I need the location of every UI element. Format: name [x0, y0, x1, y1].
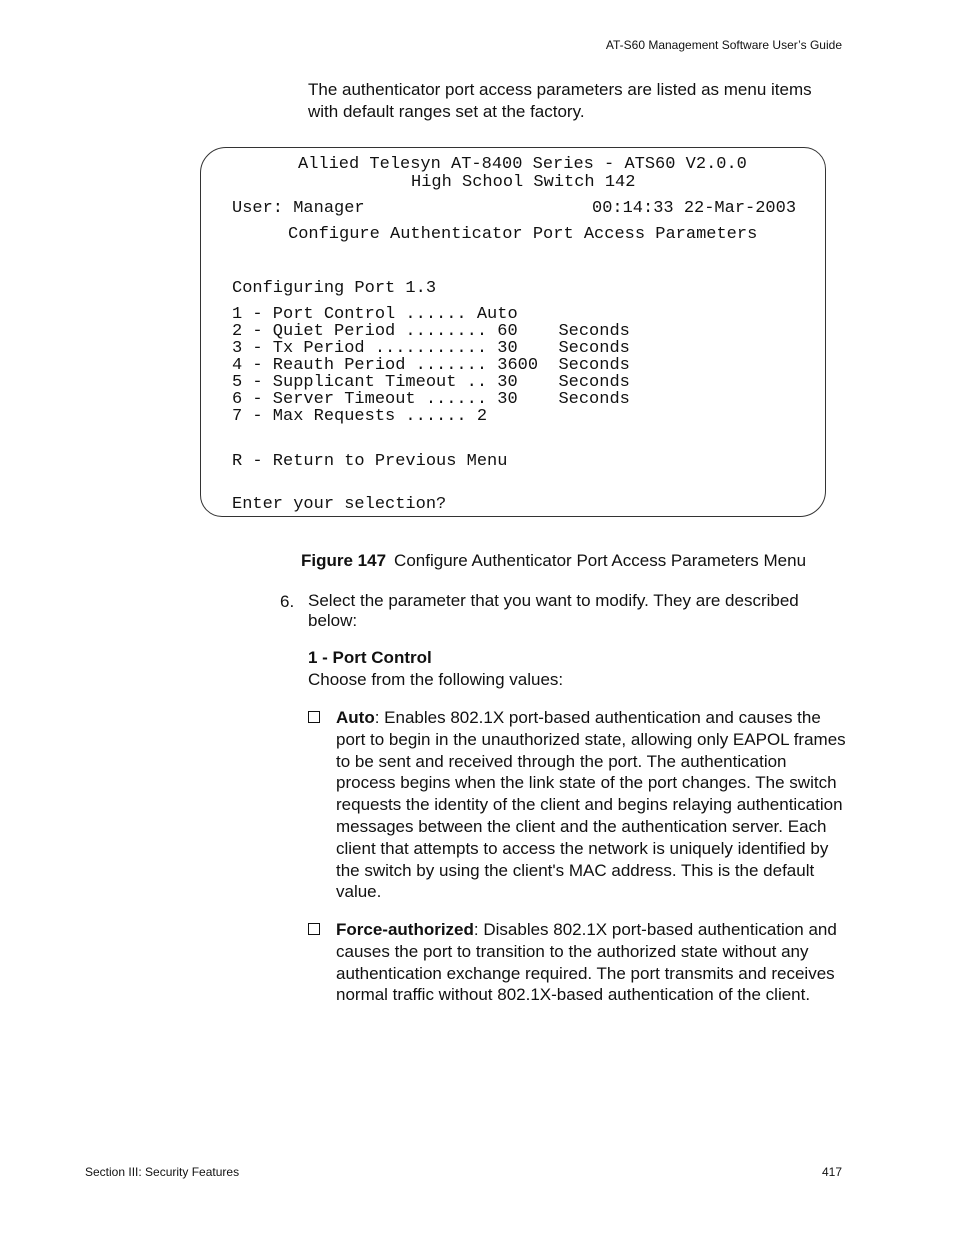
menu-item-server-timeout[interactable]: 6 - Server Timeout ...... 30 Seconds	[232, 390, 630, 409]
menu-item-tx-period[interactable]: 3 - Tx Period ........... 30 Seconds	[232, 339, 630, 358]
running-header: AT-S60 Management Software User’s Guide	[605, 38, 842, 52]
screen-prompt: Enter your selection?	[232, 495, 447, 514]
bullet-description: : Enables 802.1X port-based authentication and causes the port to begin in the unauthorized state, allowing only EAPOL frames to be sent and received through the port. The authentication process begins when the link state of the port changes. The switch requests the identity of the client and begins relaying authentication messages between the client and the authentication server. Each client that attempts to access the network is uniquely identified by the switch by using the client's MAC address. This is the default value.	[336, 708, 846, 902]
figure-label: Figure 147	[301, 551, 387, 570]
footer-section: Section III: Security Features	[85, 1165, 240, 1179]
screen-switch-name: High School Switch 142	[411, 173, 636, 192]
screen-user: User: Manager	[232, 199, 365, 218]
menu-item-port-control[interactable]: 1 - Port Control ...... Auto	[232, 305, 518, 324]
bullet-force-authorized-text	[336, 919, 846, 1006]
screen-datetime: 00:14:33 22-Mar-2003	[592, 199, 797, 218]
figure-caption-text: Configure Authenticator Port Access Parameters Menu	[394, 551, 807, 570]
menu-item-reauth-period[interactable]: 4 - Reauth Period ....... 3600 Seconds	[232, 356, 630, 375]
checkbox-bullet-icon	[308, 711, 320, 723]
terminal-screen-frame	[200, 147, 826, 517]
subsection-title: 1 - Port Control	[308, 648, 432, 667]
page-number: 417	[821, 1165, 842, 1179]
bullet-auto-text	[336, 707, 846, 903]
bullet-description: : Disables 802.1X port-based authentication and causes the port to transition to the authorized state without any authentication exchange required. The port transmits and receives normal traffic without 802.1X-based authentication of the client.	[336, 920, 837, 1005]
step-number: 6.	[280, 592, 295, 611]
screen-configuring-port: Configuring Port 1.3	[232, 279, 437, 298]
intro-paragraph: The authenticator port access parameters are listed as menu items with default ranges set at the factory.	[308, 80, 812, 121]
screen-menu-title: Configure Authenticator Port Access Parameters	[288, 225, 758, 244]
bullet-term: Auto	[336, 708, 375, 727]
menu-item-return[interactable]: R - Return to Previous Menu	[232, 452, 508, 471]
checkbox-bullet-icon	[308, 923, 320, 935]
menu-item-max-requests[interactable]: 7 - Max Requests ...... 2	[232, 407, 488, 426]
menu-item-quiet-period[interactable]: 2 - Quiet Period ........ 60 Seconds	[232, 322, 630, 341]
screen-title-line: Allied Telesyn AT-8400 Series - ATS60 V2.0.0	[298, 155, 747, 174]
bullet-term: Force-authorized	[336, 920, 474, 939]
menu-item-supplicant-timeout[interactable]: 5 - Supplicant Timeout .. 30 Seconds	[232, 373, 630, 392]
figure-caption	[301, 551, 806, 571]
step-text: Select the parameter that you want to modify. They are described below:	[308, 591, 799, 630]
subsection-intro: Choose from the following values:	[308, 670, 564, 689]
